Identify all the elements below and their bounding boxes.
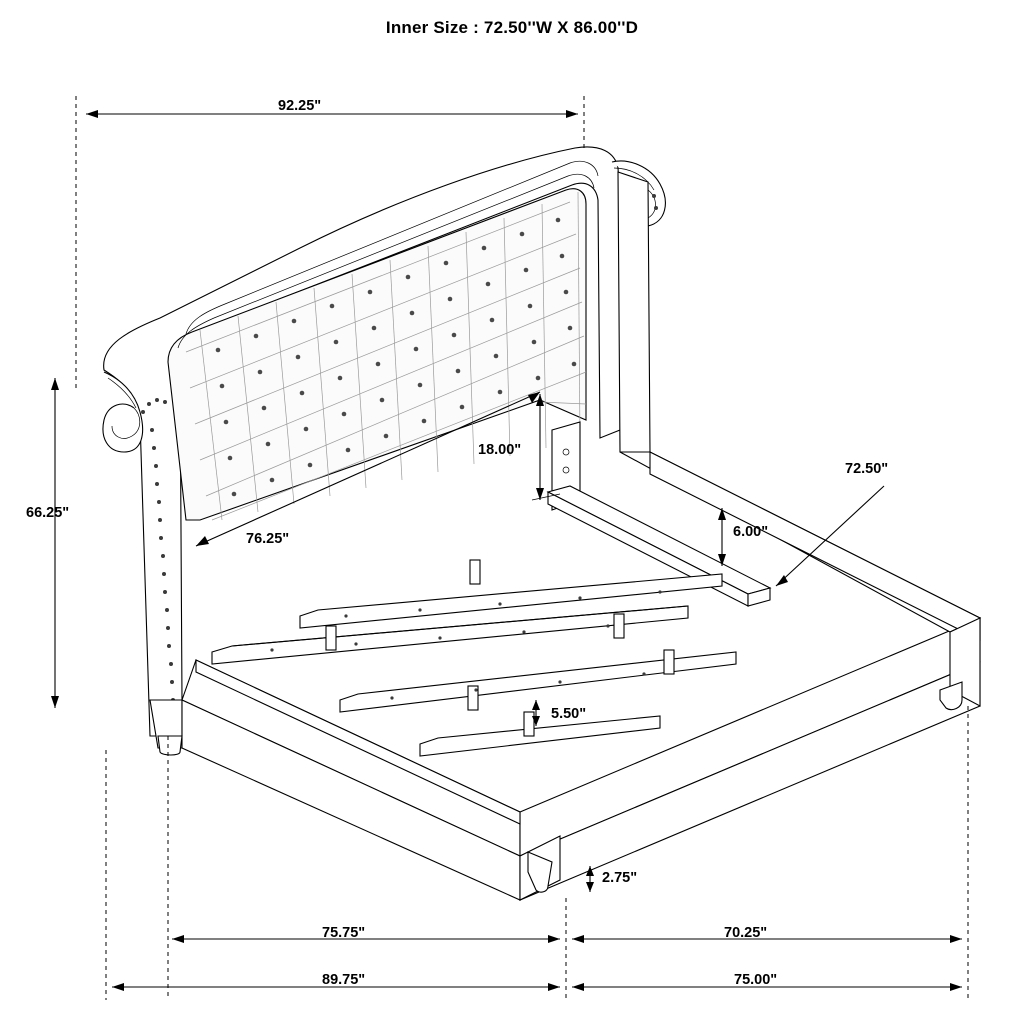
- page-title: Inner Size : 72.50''W X 86.00''D: [385, 18, 639, 37]
- dim-label-5-50: 5.50": [551, 706, 587, 722]
- bed-frame: [182, 422, 980, 900]
- dim-label-2-75: 2.75": [602, 870, 638, 886]
- dim-75-75: [172, 935, 560, 943]
- dim-label-72-50: 72.50": [845, 461, 889, 477]
- dim-label-6-00: 6.00": [733, 524, 769, 540]
- dim-66-25: [51, 378, 59, 708]
- dim-label-75-00: 75.00": [734, 972, 778, 988]
- dim-label-75-75: 75.75": [322, 925, 366, 941]
- dim-label-76-25: 76.25": [246, 531, 290, 547]
- dim-6-00: [718, 508, 726, 566]
- dim-label-92-25: 92.25": [278, 98, 322, 114]
- dim-label-18-00: 18.00": [478, 442, 522, 458]
- dim-label-70-25: 70.25": [724, 925, 768, 941]
- dim-92-25: [86, 110, 578, 118]
- dim-label-66-25: 66.25": [26, 505, 70, 521]
- bed-illustration: [103, 147, 980, 900]
- dim-label-89-75: 89.75": [322, 972, 366, 988]
